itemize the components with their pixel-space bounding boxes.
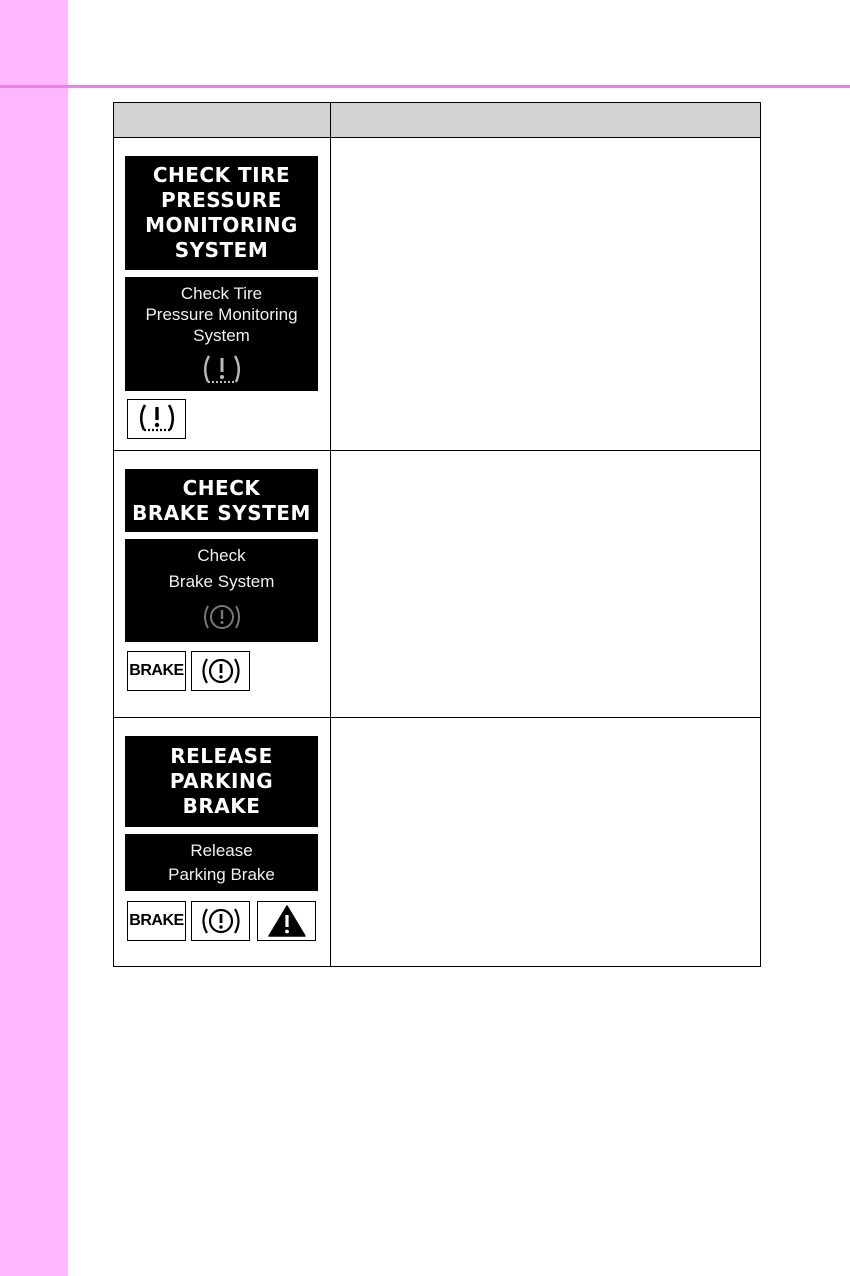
- message-line: SYSTEM: [174, 238, 269, 262]
- message-line: PARKING: [169, 769, 274, 793]
- brake-text-indicator: [127, 901, 186, 941]
- brake-system-indicator: [191, 651, 250, 691]
- message-line: PRESSURE: [161, 188, 282, 212]
- display-message-upper: [125, 469, 318, 532]
- brake-text-icon: BRAKE: [129, 912, 184, 929]
- master-warning-icon: [264, 903, 310, 939]
- message-line: Release: [190, 840, 253, 860]
- message-line: Check: [197, 546, 246, 565]
- display-message-lower: [125, 834, 318, 891]
- brake-text-indicator: [127, 651, 186, 691]
- message-line: CHECK: [182, 475, 261, 500]
- message-line: Brake System: [168, 572, 275, 591]
- message-line: Parking Brake: [168, 864, 275, 884]
- message-line: Pressure Monitoring: [145, 305, 298, 324]
- master-warning-indicator: [257, 901, 316, 941]
- column-divider: [330, 103, 331, 966]
- message-line: BRAKE: [182, 794, 261, 818]
- tire-pressure-warning-icon: [199, 350, 245, 390]
- message-line: CHECK TIRE: [152, 163, 291, 187]
- message-line: Check Tire: [180, 284, 263, 303]
- brake-system-warning-icon: [198, 903, 244, 939]
- display-message-lower: [125, 539, 318, 642]
- brake-system-warning-icon: [198, 653, 244, 689]
- brake-system-indicator: [191, 901, 250, 941]
- brake-system-warning-icon: [201, 599, 243, 635]
- warning-message-table: [113, 102, 761, 967]
- display-message-lower: [125, 277, 318, 391]
- message-line: MONITORING: [145, 213, 298, 237]
- message-line: System: [193, 326, 250, 345]
- message-line: BRAKE SYSTEM: [132, 500, 311, 525]
- message-line: RELEASE: [170, 744, 273, 768]
- tire-pressure-warning-icon: [134, 401, 180, 437]
- row-divider: [114, 450, 760, 451]
- row-divider: [114, 717, 760, 718]
- header-rule: [0, 85, 850, 88]
- tire-pressure-indicator: [127, 399, 186, 439]
- side-tab-strip: [0, 0, 68, 1276]
- brake-text-icon: BRAKE: [129, 662, 184, 679]
- display-message-upper: [125, 156, 318, 270]
- table-header: [114, 103, 760, 138]
- display-message-upper: [125, 736, 318, 827]
